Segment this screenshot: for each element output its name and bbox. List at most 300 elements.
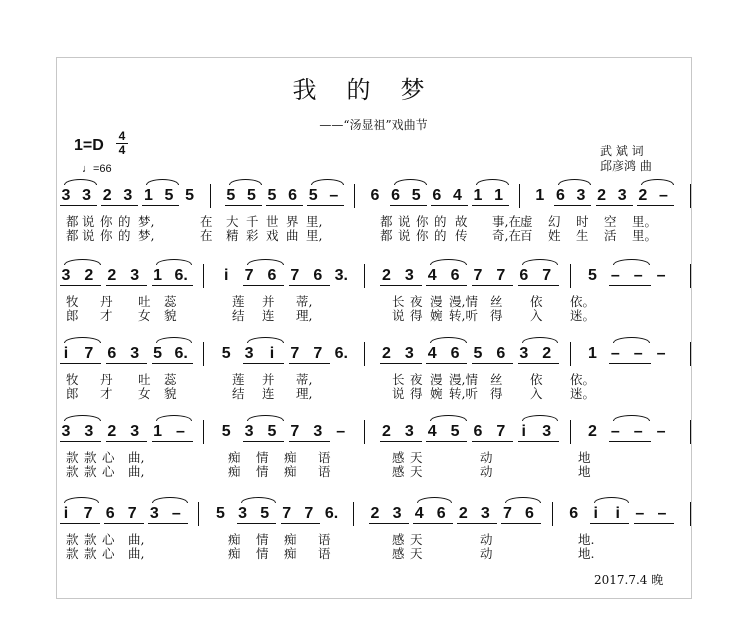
- lyric-syllable: 都: [380, 214, 393, 229]
- note: 6.: [174, 267, 188, 284]
- note: –: [610, 423, 620, 440]
- lyric-syllable: 动: [480, 450, 493, 465]
- lyric-syllable: 都: [66, 228, 79, 243]
- lyric-syllable: 天: [410, 532, 423, 547]
- note: 5: [164, 187, 174, 204]
- lyric-syllable: 迷。: [570, 386, 596, 401]
- slur-mark: [522, 259, 559, 265]
- lyric-syllable: 曲,: [128, 464, 145, 479]
- note: 5: [450, 423, 460, 440]
- lyric-syllable: 情: [256, 450, 269, 465]
- note: i: [615, 505, 620, 522]
- note: 5: [587, 267, 597, 284]
- lyric-syllable: 地: [578, 464, 591, 479]
- lyric-syllable: 说: [392, 386, 405, 401]
- lyric-syllable: 痴: [284, 450, 297, 465]
- slur-mark: [558, 179, 591, 185]
- note: 7: [473, 267, 483, 284]
- note: 6: [473, 423, 483, 440]
- note: 5: [226, 187, 236, 204]
- lyric-syllable: 漫,情: [449, 294, 478, 309]
- lyric-syllable: 款: [66, 532, 79, 547]
- note: 5: [153, 345, 162, 362]
- slur-mark: [247, 337, 284, 343]
- note: 3: [244, 345, 254, 362]
- beam-underline: [106, 363, 147, 364]
- beam-underline: [289, 285, 330, 286]
- note: 6.: [334, 345, 348, 362]
- slur-mark: [641, 179, 674, 185]
- note: 7: [496, 423, 506, 440]
- beam-underline: [60, 205, 97, 206]
- lyric-syllable: 情: [256, 464, 269, 479]
- note: 1: [535, 187, 545, 204]
- lyric-syllable: 得: [490, 386, 503, 401]
- lyric-syllable: 痴: [228, 450, 241, 465]
- note: 6: [107, 345, 117, 362]
- beam-underline: [380, 363, 421, 364]
- lyric-syllable: 款: [66, 464, 79, 479]
- note: 3: [519, 345, 529, 362]
- lyric-syllable: 在: [200, 228, 213, 243]
- lyric-syllable: 蒂,: [296, 372, 313, 387]
- beam-underline: [225, 205, 262, 206]
- beam-underline: [413, 523, 453, 524]
- lyric-syllable: 连: [262, 308, 275, 323]
- lyric-syllable: 婉: [430, 386, 443, 401]
- note: 2: [107, 423, 117, 440]
- beam-underline: [457, 523, 497, 524]
- note: 6: [105, 505, 115, 522]
- lyric-syllable: 得: [410, 386, 423, 401]
- note: 2: [102, 187, 112, 204]
- note: 2: [542, 345, 552, 362]
- note: i: [223, 267, 229, 284]
- slur-mark: [613, 415, 650, 421]
- lyric-syllable: 漫: [430, 294, 443, 309]
- tempo-marking: ♩=66: [82, 163, 112, 175]
- note: i: [63, 345, 69, 362]
- lyric-syllable: 貌: [164, 386, 177, 401]
- lyric-syllable: 你: [100, 228, 113, 243]
- lyric-syllable: 传: [455, 228, 468, 243]
- lyric-syllable: 貌: [164, 308, 177, 323]
- lyric-syllable: 生: [576, 228, 589, 243]
- note: 3: [82, 187, 92, 204]
- note: 6: [569, 505, 579, 522]
- lyric-syllable: 入: [530, 386, 543, 401]
- lyric-syllable: 理,: [296, 386, 313, 401]
- bar-line-end: [690, 264, 691, 288]
- slur-mark: [247, 259, 284, 265]
- note: 5: [221, 423, 231, 440]
- lyric-syllable: 地.: [578, 532, 595, 547]
- lyric-syllable: 心: [102, 532, 115, 547]
- note: 3: [130, 423, 140, 440]
- note: 2: [107, 267, 117, 284]
- lyric-syllable: 彩: [246, 228, 259, 243]
- note: 2: [381, 345, 391, 362]
- lyric-syllable: 女: [138, 386, 151, 401]
- beam-underline: [281, 523, 321, 524]
- lyric-syllable: 郎: [66, 386, 79, 401]
- note: 7: [313, 345, 323, 362]
- lyric-syllable: 丹: [100, 294, 113, 309]
- note: 5: [260, 505, 270, 522]
- lyric-syllable: 痴: [284, 546, 297, 561]
- beam-underline: [518, 363, 559, 364]
- bar-line-end: [690, 184, 691, 208]
- slur-mark: [152, 497, 187, 503]
- song-title: 我的梦: [292, 76, 455, 104]
- lyric-syllable: 依。: [570, 372, 596, 387]
- lyric-syllable: 得: [410, 308, 423, 323]
- beam-underline: [307, 205, 344, 206]
- beam-underline: [609, 441, 650, 442]
- lyric-syllable: 虚: [520, 214, 533, 229]
- beam-underline: [380, 441, 421, 442]
- beam-underline: [637, 205, 674, 206]
- note: 6: [525, 505, 534, 522]
- note: –: [656, 345, 666, 362]
- lyric-syllable: 丝: [490, 294, 503, 309]
- slur-mark: [430, 415, 467, 421]
- lyric-syllable: 牧: [66, 294, 79, 309]
- note: 1: [153, 267, 162, 284]
- lyric-syllable: 心: [102, 546, 115, 561]
- lyric-syllable: 的: [118, 228, 131, 243]
- lyric-syllable: 空: [604, 214, 617, 229]
- slur-mark: [156, 415, 193, 421]
- beam-underline: [152, 363, 193, 364]
- slur-mark: [613, 259, 650, 265]
- slur-mark: [64, 179, 97, 185]
- note: 2: [370, 505, 380, 522]
- note: 3: [404, 345, 414, 362]
- lyric-syllable: 并: [262, 372, 275, 387]
- note: 7: [282, 505, 292, 522]
- bar-line: [203, 342, 204, 366]
- note: 3: [480, 505, 490, 522]
- slur-mark: [64, 415, 101, 421]
- lyric-syllable: 曲,: [128, 546, 145, 561]
- beam-underline: [106, 441, 147, 442]
- lyric-syllable: 款: [84, 464, 97, 479]
- lyric-syllable: 说: [398, 214, 411, 229]
- note: 5: [267, 423, 277, 440]
- lyric-syllable: 语: [318, 532, 331, 547]
- beam-underline: [289, 363, 330, 364]
- bar-line: [552, 502, 553, 526]
- lyric-syllable: 百: [520, 228, 533, 243]
- lyric-syllable: 在: [200, 214, 213, 229]
- lyric-syllable: 时: [576, 214, 589, 229]
- lyric-syllable: 转,听: [449, 308, 478, 323]
- bar-line: [354, 184, 355, 208]
- lyric-syllable: 痴: [228, 532, 241, 547]
- lyric-syllable: 的: [434, 228, 447, 243]
- lyric-syllable: 夜: [410, 294, 423, 309]
- note: –: [658, 187, 668, 204]
- lyric-syllable: 语: [318, 546, 331, 561]
- lyric-syllable: 长: [392, 372, 405, 387]
- slur-mark: [417, 497, 452, 503]
- lyric-syllable: 蕊: [164, 294, 177, 309]
- lyric-syllable: 天: [410, 546, 423, 561]
- lyric-syllable: 长: [392, 294, 405, 309]
- composer-credit: 邱彦鸿 曲: [600, 159, 652, 173]
- lyric-syllable: 理,: [296, 308, 313, 323]
- lyric-syllable: 天: [410, 450, 423, 465]
- beam-underline: [152, 285, 193, 286]
- slur-mark: [146, 179, 179, 185]
- lyric-syllable: 戏: [266, 228, 279, 243]
- lyric-syllable: 你: [416, 228, 429, 243]
- beam-underline: [243, 441, 284, 442]
- key-signature: 1=D: [74, 137, 104, 154]
- bar-line: [364, 420, 365, 444]
- note: –: [336, 423, 346, 440]
- note: 2: [597, 187, 607, 204]
- note: 1: [494, 187, 504, 204]
- note: 3: [313, 423, 323, 440]
- slur-mark: [476, 179, 509, 185]
- beam-underline: [152, 441, 193, 442]
- lyric-syllable: 依: [530, 372, 543, 387]
- note: –: [329, 187, 339, 204]
- bar-line: [210, 184, 211, 208]
- note: 6.: [174, 345, 188, 362]
- beam-underline: [142, 205, 179, 206]
- lyric-syllable: 痴: [284, 464, 297, 479]
- note: 4: [427, 423, 437, 440]
- beam-underline: [472, 285, 513, 286]
- note: 6: [450, 267, 460, 284]
- slur-mark: [229, 179, 262, 185]
- note: 2: [381, 423, 391, 440]
- lyric-syllable: 漫: [430, 372, 443, 387]
- lyric-syllable: 说: [82, 228, 95, 243]
- lyric-syllable: 活: [604, 228, 617, 243]
- lyric-syllable: 结: [232, 386, 245, 401]
- note: 4: [452, 187, 462, 204]
- note: 6: [313, 267, 323, 284]
- bar-line-end: [690, 420, 691, 444]
- note: 5: [267, 187, 277, 204]
- lyric-syllable: 里,: [306, 228, 323, 243]
- beam-underline: [518, 285, 559, 286]
- lyric-syllable: 你: [416, 214, 429, 229]
- note: 7: [290, 267, 300, 284]
- bar-line: [364, 264, 365, 288]
- lyric-syllable: 才: [100, 308, 113, 323]
- lyric-syllable: 款: [84, 532, 97, 547]
- beam-underline: [431, 205, 468, 206]
- slur-mark: [64, 497, 99, 503]
- lyric-syllable: 吐: [138, 294, 151, 309]
- note: 5: [246, 187, 256, 204]
- slur-mark: [394, 179, 427, 185]
- beam-underline: [609, 285, 650, 286]
- lyric-syllable: 莲: [232, 294, 245, 309]
- note: –: [175, 423, 185, 440]
- note: 5: [221, 345, 231, 362]
- beam-underline: [148, 523, 188, 524]
- lyric-syllable: 说: [398, 228, 411, 243]
- beam-underline: [472, 441, 513, 442]
- beam-underline: [501, 523, 541, 524]
- note: 3: [244, 423, 254, 440]
- note: i: [593, 505, 598, 522]
- lyric-syllable: 界: [286, 214, 299, 229]
- note: –: [633, 345, 643, 362]
- note: 6: [391, 187, 401, 204]
- lyric-syllable: 莲: [232, 372, 245, 387]
- note: 7: [290, 423, 300, 440]
- lyric-syllable: 感: [392, 464, 405, 479]
- note: i: [521, 423, 526, 440]
- lyric-syllable: 都: [66, 214, 79, 229]
- slur-mark: [64, 259, 101, 265]
- note: 3: [238, 505, 248, 522]
- bar-line: [519, 184, 520, 208]
- note: 3: [61, 187, 71, 204]
- lyric-syllable: 说: [82, 214, 95, 229]
- note: 5: [308, 187, 318, 204]
- slur-mark: [430, 259, 467, 265]
- beam-underline: [60, 523, 100, 524]
- note: 1: [473, 187, 483, 204]
- lyric-syllable: 感: [392, 532, 405, 547]
- beam-underline: [518, 441, 559, 442]
- beam-underline: [426, 441, 467, 442]
- note: –: [610, 345, 620, 362]
- lyric-syllable: 里。: [632, 228, 658, 243]
- bar-line: [198, 502, 199, 526]
- note: 2: [638, 187, 648, 204]
- lyric-syllable: 事,在: [492, 214, 521, 229]
- note: 7: [496, 267, 506, 284]
- lyric-syllable: 的: [118, 214, 131, 229]
- note: –: [656, 423, 666, 440]
- note: 6.: [324, 505, 339, 522]
- lyric-syllable: 情: [256, 532, 269, 547]
- bar-line: [570, 342, 571, 366]
- note: 7: [84, 345, 94, 362]
- date-stamp: 2017.7.4 晚: [594, 573, 664, 587]
- note: –: [633, 267, 643, 284]
- lyric-syllable: 幻: [548, 214, 561, 229]
- lyric-syllable: 曲,: [128, 532, 145, 547]
- lyric-syllable: 心: [102, 450, 115, 465]
- note: 1: [587, 345, 597, 362]
- lyric-syllable: 漫,情: [449, 372, 478, 387]
- note: 6: [432, 187, 442, 204]
- slur-mark: [430, 337, 467, 343]
- lyric-syllable: 得: [490, 308, 503, 323]
- lyric-syllable: 曲: [286, 228, 299, 243]
- lyric-syllable: 天: [410, 464, 423, 479]
- lyric-syllable: 痴: [228, 464, 241, 479]
- lyric-syllable: 心: [102, 464, 115, 479]
- lyric-syllable: 女: [138, 308, 151, 323]
- slur-mark: [613, 337, 650, 343]
- note: 4: [414, 505, 424, 522]
- lyric-syllable: 依: [530, 294, 543, 309]
- note: 6: [288, 187, 298, 204]
- lyric-syllable: 动: [480, 464, 493, 479]
- beam-underline: [472, 363, 513, 364]
- slur-mark: [505, 497, 540, 503]
- beam-underline: [60, 363, 101, 364]
- lyric-syllable: 大: [226, 214, 239, 229]
- lyric-syllable: 姓: [548, 228, 561, 243]
- beam-underline: [590, 523, 630, 524]
- bar-line: [570, 420, 571, 444]
- lyric-syllable: 迷。: [570, 308, 596, 323]
- note: 5: [216, 505, 225, 522]
- lyric-syllable: 精: [226, 228, 239, 243]
- note: 2: [458, 505, 468, 522]
- beam-underline: [634, 523, 674, 524]
- bar-line: [353, 502, 354, 526]
- slur-mark: [522, 337, 559, 343]
- note: 3: [84, 423, 94, 440]
- lyric-syllable: 蕊: [164, 372, 177, 387]
- note: 7: [502, 505, 512, 522]
- lyric-syllable: 连: [262, 386, 275, 401]
- note: 3: [392, 505, 402, 522]
- lyric-syllable: 款: [66, 546, 79, 561]
- slur-mark: [156, 259, 193, 265]
- lyric-syllable: 世: [266, 214, 279, 229]
- bar-line-end: [690, 502, 691, 526]
- note: 7: [290, 345, 300, 362]
- slur-mark: [311, 179, 344, 185]
- lyric-syllable: 梦,: [138, 214, 155, 229]
- lyric-syllable: 牧: [66, 372, 79, 387]
- note: –: [171, 505, 181, 522]
- note: 3: [130, 345, 140, 362]
- lyric-syllable: 里。: [632, 214, 658, 229]
- beam-underline: [106, 285, 147, 286]
- lyric-syllable: 里,: [306, 214, 323, 229]
- lyric-syllable: 款: [84, 546, 97, 561]
- beam-underline: [101, 205, 138, 206]
- note: 3: [617, 187, 627, 204]
- lyric-syllable: 依。: [570, 294, 596, 309]
- note: 3: [130, 267, 140, 284]
- lyric-syllable: 动: [480, 532, 493, 547]
- lyric-syllable: 蒂,: [296, 294, 313, 309]
- time-signature-top: 4: [118, 129, 126, 143]
- lyric-syllable: 丝: [490, 372, 503, 387]
- lyric-syllable: 地.: [578, 546, 595, 561]
- lyric-syllable: 动: [480, 546, 493, 561]
- lyric-syllable: 丹: [100, 372, 113, 387]
- beam-underline: [390, 205, 427, 206]
- beam-underline: [60, 441, 101, 442]
- slur-mark: [241, 497, 276, 503]
- note: 6: [519, 267, 529, 284]
- lyric-syllable: 故: [455, 214, 468, 229]
- beam-underline: [596, 205, 633, 206]
- beam-underline: [554, 205, 591, 206]
- note: –: [656, 267, 666, 284]
- lyric-syllable: 梦,: [138, 228, 155, 243]
- bar-line: [570, 264, 571, 288]
- lyricist-credit: 武 斌 词: [600, 144, 644, 158]
